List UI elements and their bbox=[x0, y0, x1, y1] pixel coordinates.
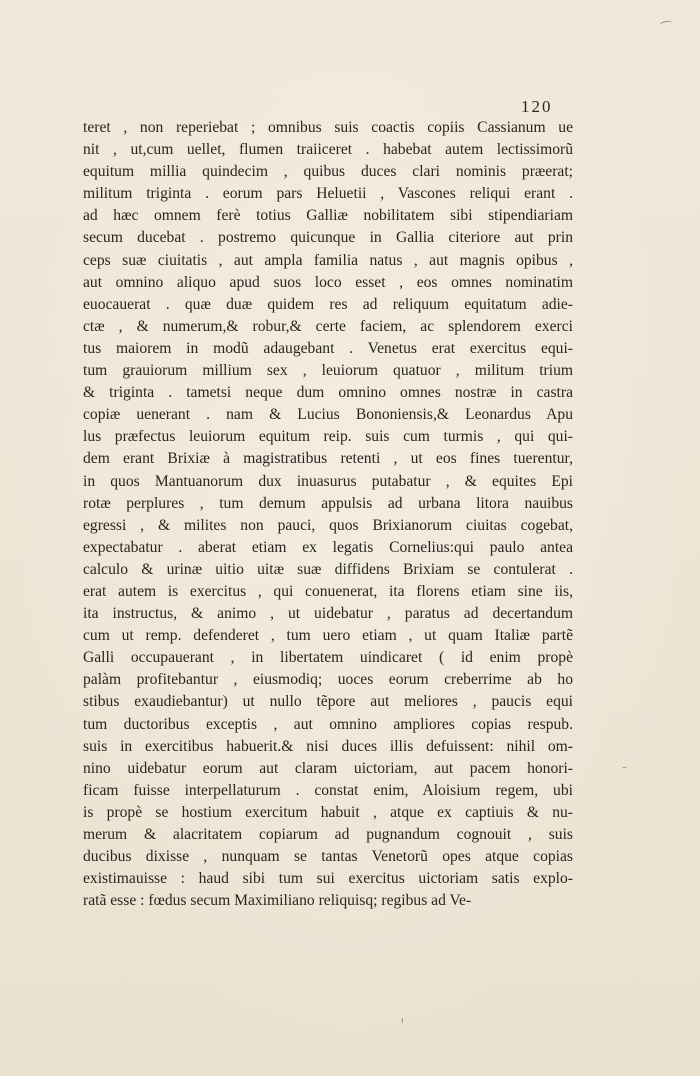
text-line: ceps suæ ciuitatis , aut ampla familia natus , aut magnis opibus , bbox=[83, 251, 573, 269]
text-line: dem erant Brixiæ à magistratibus retenti , ut eos fines tuerentur, bbox=[83, 450, 573, 468]
text-line: lus præfectus leuiorum equitum reip. suis cum turmis , qui qui- bbox=[83, 428, 573, 446]
text-line: nit , ut,cum uellet, flumen traiiceret . habebat autem lectissimorũ bbox=[83, 141, 573, 159]
text-line: nino uidebatur eorum aut claram uictoriam, aut pacem honori- bbox=[83, 759, 573, 777]
text-line: militum triginta . eorum pars Heluetii , Vascones reliqui erant . bbox=[83, 185, 573, 203]
text-line: cum ut remp. defenderet , tum uero etiam , ut quam Italiæ partẽ bbox=[83, 627, 573, 645]
text-line: suis in exercitibus habuerit.& nisi duces illis defuissent: nihil om- bbox=[83, 737, 573, 755]
text-line: Galli occupauerant , in libertatem uindicaret ( id enim propè bbox=[83, 649, 573, 667]
text-line: tum ductoribus exceptis , aut omnino ampliores copias respub. bbox=[83, 715, 573, 733]
text-line: calculo & urinæ uitio uitæ suæ diffidens Brixiam se contulerat . bbox=[83, 560, 573, 578]
text-line: ita instructus, & animo , ut uidebatur , paratus ad decertandum bbox=[83, 605, 573, 623]
text-line: is propè se hostium exercitum habuit , atque ex captiuis & nu- bbox=[83, 803, 573, 821]
text-line: copiæ uenerant . nam & Lucius Bononiensis,& Leonardus Apu bbox=[83, 406, 573, 424]
text-line: palàm profitebantur , eiusmodiq; uoces eorum creberrime ab ho bbox=[83, 671, 573, 689]
margin-mark: – bbox=[622, 762, 627, 773]
text-line: euocauerat . quæ duæ quidem res ad reliquum equitatum adie- bbox=[83, 295, 573, 313]
text-line: merum & alacritatem copiarum ad pugnandum cognouit , suis bbox=[83, 826, 573, 843]
text-line: erat autem is exercitus , qui conuenerat, ita florens etiam sine iis, bbox=[83, 582, 573, 600]
text-line: & triginta . tametsi neque dum omnino omnes nostræ in castra bbox=[83, 384, 573, 402]
text-line: ratã esse : fœdus secum Maximiliano reliquisq; regibus ad Ve- bbox=[83, 892, 472, 910]
body-text bbox=[83, 117, 573, 912]
text-line: secum ducebat . postremo quicunque in Gallia citeriore aut prin bbox=[83, 229, 573, 247]
text-line: tum grauiorum millium sex , leuiorum quatuor , militum trium bbox=[83, 362, 573, 380]
text-line: aut omnino aliquo apud suos loco esset , eos omnes nominatim bbox=[83, 273, 573, 291]
text-line: equitum millia quindecim , quibus duces clari nominis præerat; bbox=[83, 163, 573, 181]
corner-pencil-mark: ⌒ bbox=[659, 20, 676, 38]
text-line: egressi , & milites non pauci, quos Brixianorum ciuitas cogebat, bbox=[83, 516, 573, 534]
text-line: in quos Mantuanorum dux inuasurus putabatur , & equites Epi bbox=[83, 472, 573, 490]
text-line: expectabatur . aberat etiam ex legatis Cornelius:qui paulo antea bbox=[83, 538, 573, 556]
text-line: ficam fuisse interpellaturum . constat enim, Aloisium regem, ubi bbox=[83, 781, 573, 799]
text-line: tus maiorem in modũ adaugebant . Venetus erat exercitus equi- bbox=[83, 339, 573, 357]
page-number: 120 bbox=[521, 97, 553, 116]
text-line: existimauisse : haud sibi tum sui exercitus uictoriam satis explo- bbox=[83, 870, 573, 888]
bottom-mark: ı bbox=[401, 1016, 404, 1026]
text-line: ducibus dixisse , nunquam se tantas Venetorũ opes atque copias bbox=[83, 848, 573, 866]
text-line: ctæ , & numerum,& robur,& certe faciem, ac splendorem exerci bbox=[83, 317, 573, 335]
text-line: rotæ perplures , tum demum appulsis ad urbana litora nauibus bbox=[83, 494, 573, 512]
text-line: teret , non reperiebat ; omnibus suis coactis copiis Cassianum ue bbox=[83, 119, 573, 136]
text-line: stibus exaudiebantur) ut nullo tẽpore aut meliores , paucis equi bbox=[83, 693, 573, 711]
text-line: ad hæc omnem ferè totius Galliæ nobilitatem sibi stipendiariam bbox=[83, 207, 573, 225]
